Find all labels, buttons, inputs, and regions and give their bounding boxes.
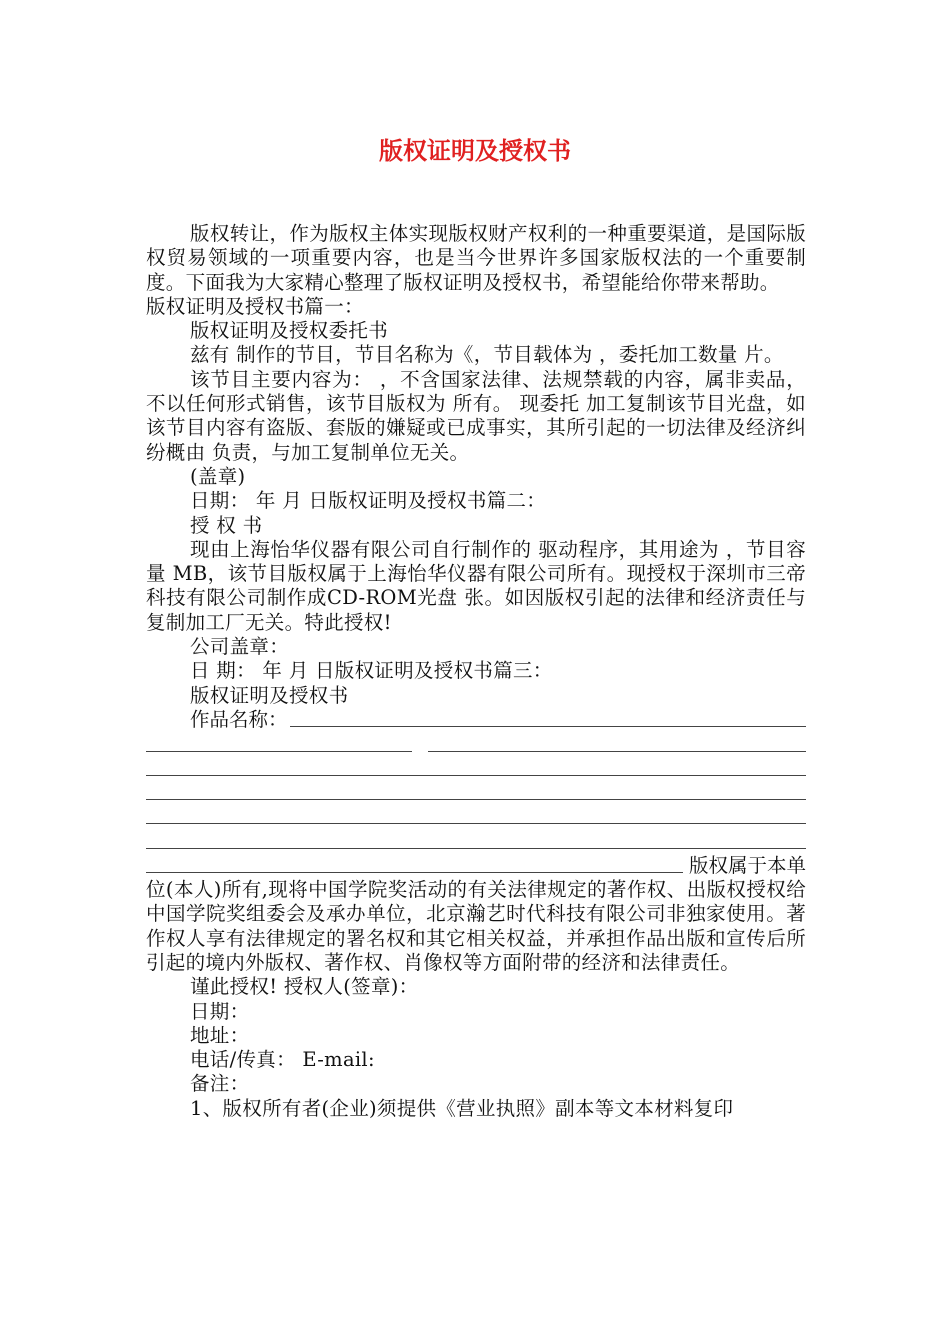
part2-subtitle: 授 权 书 [190, 513, 263, 537]
intro-paragraph: 版权转让，作为版权主体实现版权财产权利的一种重要渠道，是国际版权贸易领域的一项重要内容，也是当今世界许多国家版权法的一个重要制度。下面我为大家精心整理了版权证明及授权书，希望能给你带来帮助。 [146, 222, 806, 294]
part2-paragraph-1: 现由上海怡华仪器有限公司自行制作的 驱动程序，其用途为 ，节目容量 MB，该节目版权属于上海怡华仪器有限公司所有。现授权于深圳市三帝科技有限公司制作成CD-ROM光盘 张。如因版权引起的法律和经济责任与复制加工厂无关。特此授权! [146, 537, 806, 634]
part1-subtitle: 版权证明及授权委托书 [190, 319, 389, 343]
part3-subtitle: 版权证明及授权书 [190, 683, 349, 707]
blank-line [146, 829, 806, 853]
authorize-line: 谨此授权! 授权人(签章)： [190, 975, 419, 999]
note-label: 备注： [190, 1072, 250, 1096]
document-title: 版权证明及授权书 [379, 137, 571, 165]
work-name-blank [290, 726, 806, 727]
work-name-label: 作品名称： [190, 707, 288, 731]
phone-label: 电话/传真： E-mail: [190, 1048, 375, 1072]
ownership-line [146, 854, 806, 878]
blank-segment [428, 751, 806, 752]
ownership-tail-text: 版权属于本单 [688, 853, 806, 877]
part1-paragraph-2: 该节目主要内容为： ，不含国家法律、法规禁载的内容，属非卖品，不以任何形式销售，该节目版权为 所有。 现委托 加工复制该节目光盘，如该节目内容有盗版、套版的嫌疑或已成事实，其所引起的一切法律及经济纠纷概由 负责，与加工复制单位无关。 [146, 367, 806, 464]
part2-seal: 公司盖章： [190, 635, 290, 659]
note-item-1: 1、版权所有者(企业)须提供《营业执照》副本等文本材料复印 [190, 1096, 734, 1120]
address-label: 地址： [190, 1023, 250, 1047]
blank-line [146, 805, 806, 829]
blank-line [146, 781, 806, 805]
part1-date-line: 日期： 年 月 日版权证明及授权书篇二： [190, 489, 547, 513]
document-body [146, 222, 806, 1121]
blank-line-split [146, 732, 806, 756]
blank-line [146, 757, 806, 781]
ownership-blank [146, 872, 683, 873]
date-label: 日期： [190, 999, 250, 1023]
part1-paragraph-1: 兹有 制作的节目，节目名称为《，节目载体为 ，委托加工数量 片。 [190, 343, 784, 367]
part1-heading: 版权证明及授权书篇一： [146, 294, 364, 318]
part1-seal: (盖章) [190, 464, 246, 488]
work-name-field [146, 708, 806, 732]
part3-paragraph-1: 位(本人)所有,现将中国学院奖活动的有关法律规定的著作权、出版权授权给中国学院奖组委会及承办单位，北京瀚艺时代科技有限公司非独家使用。著作权人享有法律规定的署名权和其它相关权益，并承担作品出版和宣传后所引起的境内外版权、著作权、肖像权等方面附带的经济和法律责任。 [146, 878, 806, 974]
blank-segment [146, 751, 412, 752]
part2-date-line: 日 期： 年 月 日版权证明及授权书篇三： [190, 659, 553, 683]
